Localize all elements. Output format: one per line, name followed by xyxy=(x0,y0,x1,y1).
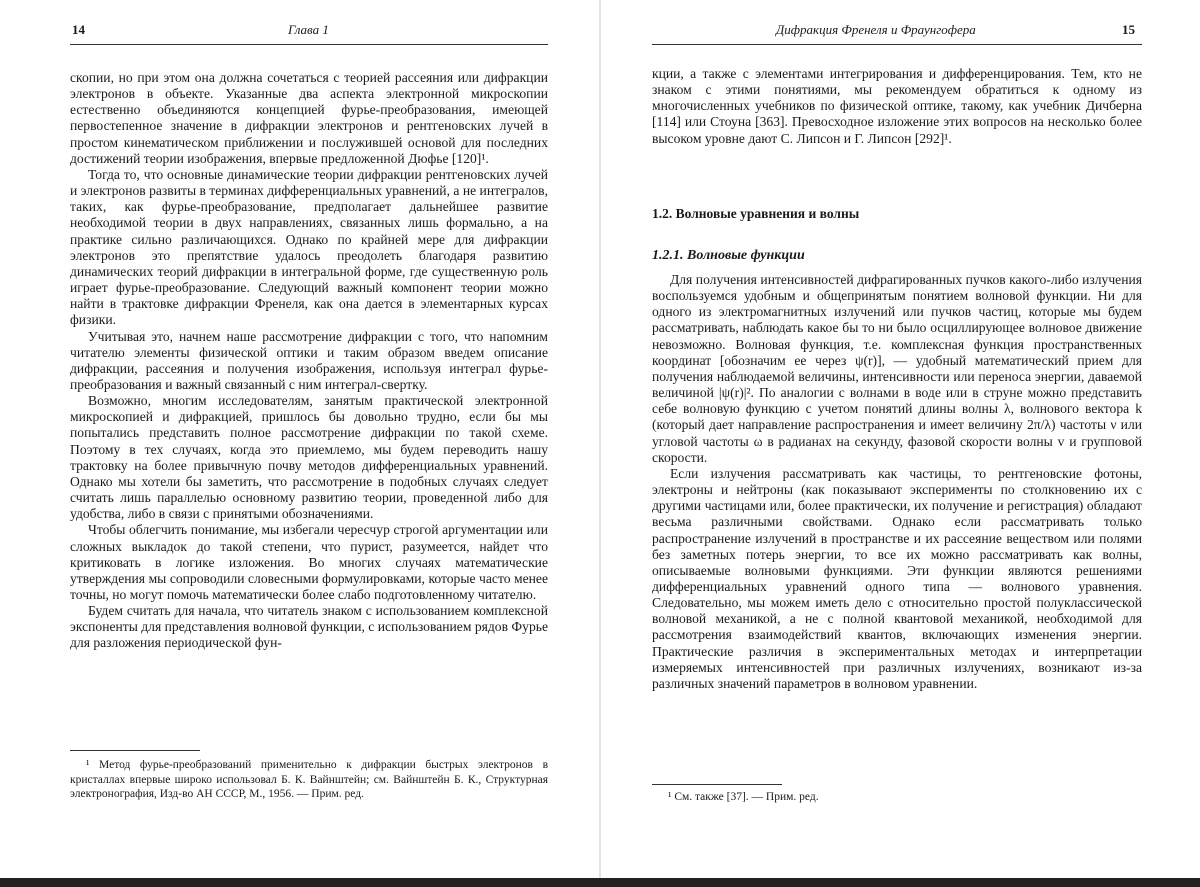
paragraph: Учитывая это, начнем наше рассмотрение дифракции с того, что напомним читателю элементы физической оптики и таким образом введем описание дифракции, рассеяния и получения изображения, используя интеграл фурье-преобразования и важный связанный с ним интеграл-свертку. xyxy=(70,328,548,392)
footnote-rule xyxy=(652,784,782,785)
paragraph: Возможно, многим исследователям, занятым практической электронной микроскопией и дифракцией, пришлось бы довольно трудно, если бы мы попытались представить полное рассмотрение дифракции по такой схеме. Поэтому в тех случаях, когда это приемлемо, мы будем переводить нашу трактовку на более привычную почву методов дифференциальных уравнений. Однако мы хотели бы заметить, что рассмотрение в подобных случаях следует считать лишь параллелью основному развитию теории, проведенной либо для удобства, либо в связи с принятыми обозначениями. xyxy=(70,393,548,522)
paragraph: кции, а также с элементами интегрирования и дифференцирования. Тем, кто не знаком с этими понятиями, мы рекомендуем обратиться к одному из многочисленных учебников по физической оптике, такому, как учебник Дичберна [114] или Стоуна [363]. Превосходное изложение этих вопросов на несколько более высоком уровне дают С. Липсон и Г. Липсон [292]¹. xyxy=(652,66,1142,146)
header-rule xyxy=(652,44,1142,45)
paragraph: Если излучения рассматривать как частицы, то рентгеновские фотоны, электроны и нейтроны (как показывают эксперименты по столкновению их с другими частицами или, более практически, их получение и регистрация) обладают весьма различными свойствами. Однако если рассматривать только распространение излучений в пространстве и их рассеяние веществом или полями без заметных потерь энергии, то все их можно рассматривать как волны, описываемые волновыми функциями. Эти функции являются решениями дифференциальных уравнений одного типа — волнового уравнения. Следовательно, мы можем иметь дело с относительно простой полуклассической волновой механикой, а не с полной квантовой механикой, необходимой для рассмотрения взаимодействий квантов, включающих изменения энергии. Практические различия в экспериментальных методах и интерпретации измеряемых интенсивностей при различных излучениях, возникают из-за различных значений параметров в волновом уравнении. xyxy=(652,465,1142,691)
paragraph: Тогда то, что основные динамические теории дифракции рентгеновских лучей и электронов развиты в терминах дифференциальных уравнений, а не интегралов, таких, как фурье-преобразование, предполагает дальнейшее развитие необходимой теории в двух направлениях, связанных лишь формально, а на практике сильно различающихся. Однако по крайней мере для дифракции электронов это препятствие удалось преодолеть благодаря развитию динамических теорий дифракции в интегральной форме, где существенную роль играет фурье-преобразование. Следующий важный компонент теории можно найти в трактовке дифракции Френеля, как она дается в элементарных курсах физики. xyxy=(70,166,548,328)
footnote-text: ¹ Метод фурье-преобразований применительно к дифракции быстрых электронов в кристаллах впервые широко использовал Б. К. Вайнштейн; см. Вайнштейн Б. К., Структурная электронография, Изд-во АН СССР, М., 1956. — Прим. ред. xyxy=(70,759,548,800)
paragraph: Чтобы облегчить понимание, мы избегали чересчур строгой аргументации или сложных выкладок до такой степени, что пурист, разумеется, найдет что критиковать в логике изложения. Во многих случаях математические утверждения мы сопроводили словесными формулировками, которые часто менее точны, но могут помочь математически более слабо подготовленному читателю. xyxy=(70,522,548,602)
footnote-text: ¹ См. также [37]. — Прим. ред. xyxy=(668,791,819,803)
body-text xyxy=(652,272,1142,692)
paragraph: Для получения интенсивностей дифрагированных пучков какого-либо излучения воспользуемся удобным и общепринятым понятием волновой функции. Ни для одного из электромагнитных излучений или пучков частиц, которые мы будем рассматривать, наблюдать какое бы то ни было осциллирующее волновое движение невозможно. Волновая функция, т.е. комплексная функция пространственных координат [обозначим ее через ψ(r)], — удобный математический прием для получения наблюдаемой величины, интенсивности или переноса энергии, даваемой величиной |ψ(r)|². По аналогии с волнами в воде или в струне можно представить себе волновую функцию с учетом понятий длины волны λ, волнового вектора k (который дает направление распространения и имеет величину 2π/λ) частоты ν или угловой частоты ω в радианах на секунду, фазовой скорости волны v и групповой скорости. xyxy=(652,272,1142,465)
body-text xyxy=(70,70,548,652)
paragraph: Будем считать для начала, что читатель знаком с использованием комплексной экспоненты для представления волновой функции, с использованием рядов Фурье для разложения периодической фун- xyxy=(70,603,548,651)
section-title: 1.2. Волновые уравнения и волны xyxy=(652,206,860,221)
intro-text xyxy=(652,66,1142,147)
page-number: 14 xyxy=(72,22,85,37)
header-rule xyxy=(70,44,548,45)
subsection-title: 1.2.1. Волновые функции xyxy=(652,248,805,263)
right-page xyxy=(600,0,1200,887)
running-head: Дифракция Френеля и Фраунгофера xyxy=(776,22,976,37)
footnote xyxy=(70,758,548,802)
scan-bottom-edge xyxy=(0,878,1200,887)
running-head: Глава 1 xyxy=(288,22,329,37)
page-number: 15 xyxy=(1122,22,1135,37)
footnote xyxy=(652,790,1142,805)
paragraph: скопии, но при этом она должна сочетаться с теорией рассеяния или дифракции электронов в объекте. Указанные два аспекта электронной микроскопии естественно объединяются концепцией фурье-преобразования, имеющей первостепенное значение в дифракции электронов и рентгеновских лучей в простом кинематическом приближении и послужившей основой для последних достижений теории изображения, впервые предложенной Дюфье [120]¹. xyxy=(70,70,548,166)
footnote-rule xyxy=(70,750,200,751)
